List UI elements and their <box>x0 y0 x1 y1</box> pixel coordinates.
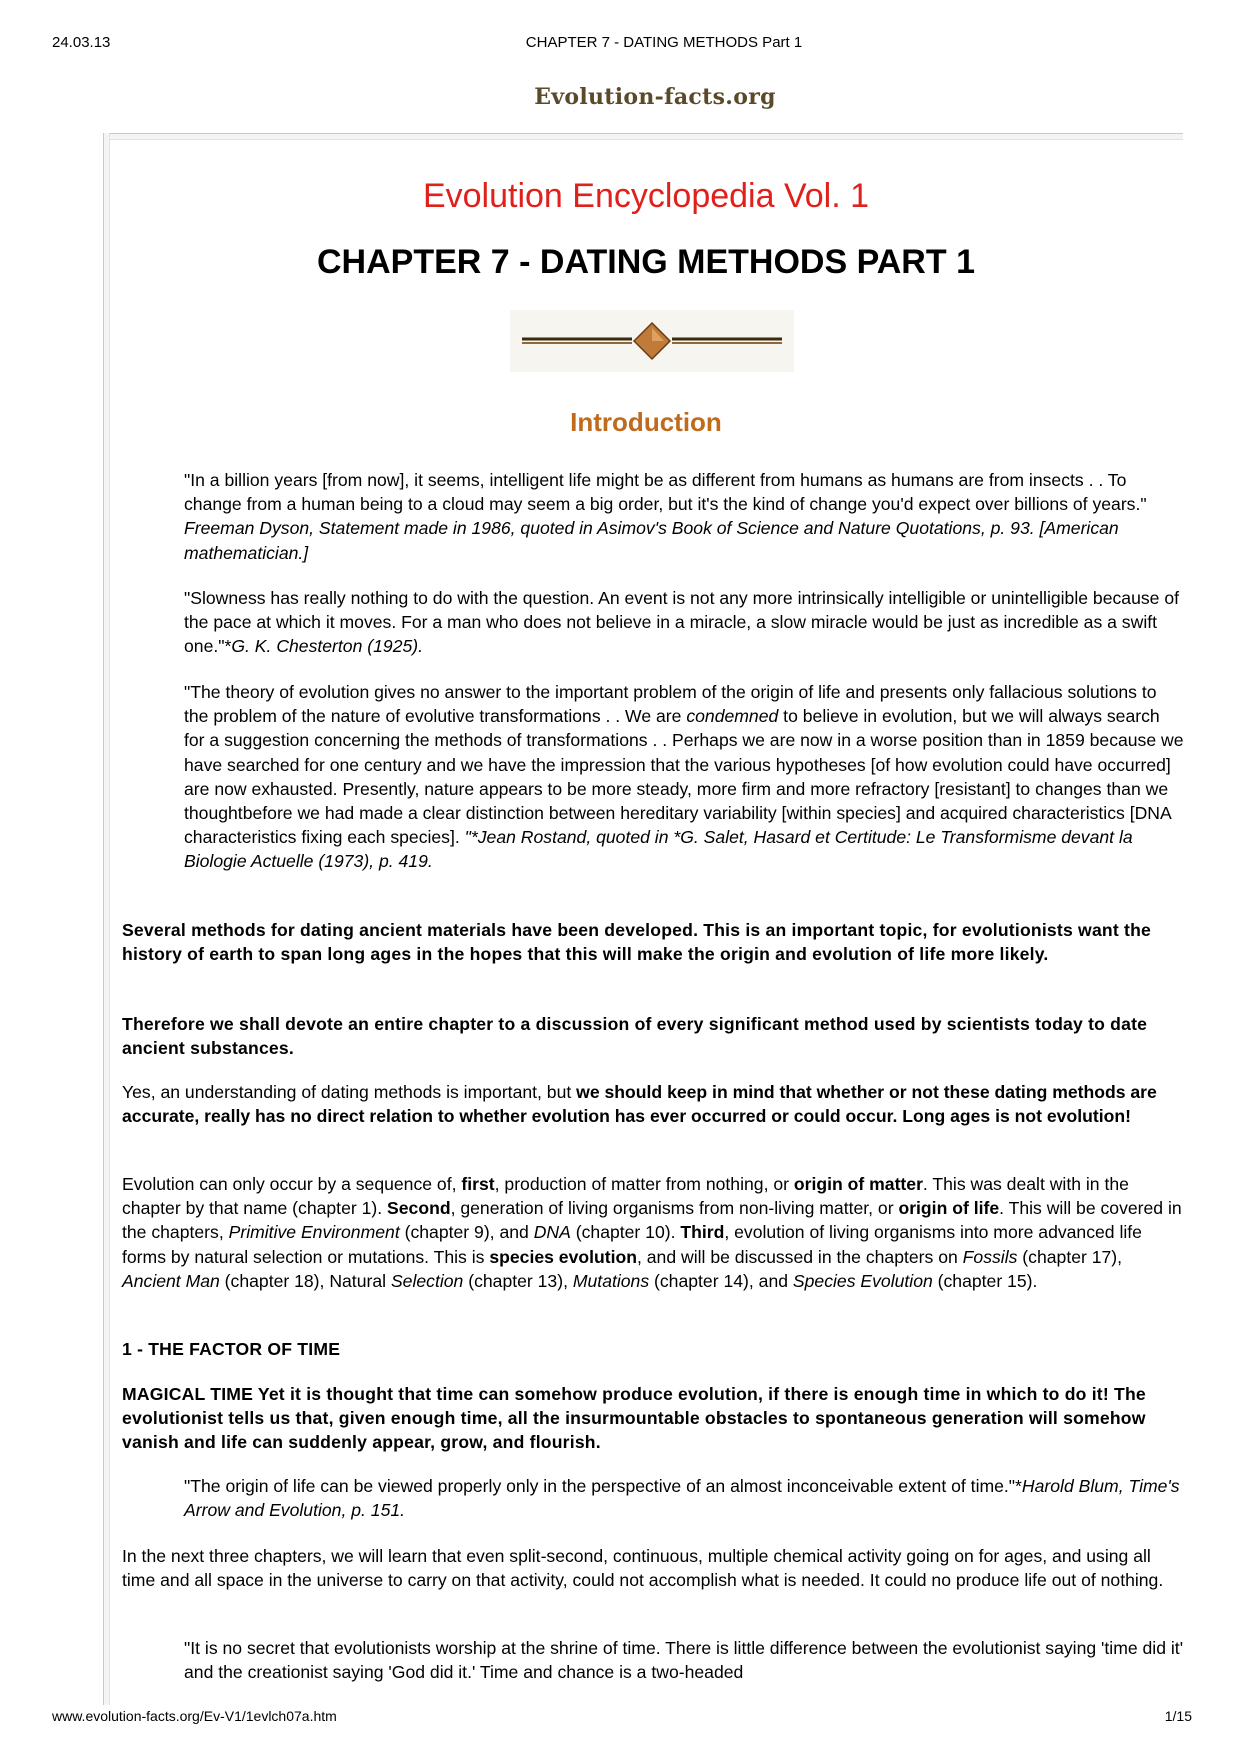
chapter-reference: Selection <box>390 1270 464 1291</box>
chapter-reference: Fossils <box>962 1246 1018 1267</box>
paragraph-devote: Therefore we shall devote an entire chapter to a discussion of every significant method used by scientists today to date ancient substances. <box>122 1014 1148 1059</box>
chapter-title: CHAPTER 7 - DATING METHODS PART 1 <box>317 243 975 281</box>
quote-citation: Freeman Dyson, Statement made in 1986, quoted in Asimov's Book of Science and Nature Quotations, p. 93. [American mathematician.] <box>184 518 1119 563</box>
quote-text: to believe in evolution, but we will always search for a suggestion concerning the methods of transformations . . Perhaps we are now in a worse position than in 1859 because we have searched for one century and we have the impression that the various hypotheses [of how evolution could have occurred] are now exhausted. Presently, nature appears to be more steady, more firm and more refractory [resistant] to changes than we thoughtbefore we had made a clear distinction between hereditary variability [within species] and acquired characteristics [DNA characteristics fixing each species]. <box>184 706 1184 848</box>
quote-citation: "*Jean Rostand, quoted in *G. Salet, Hasard et Certitude: Le Transformisme devant la Biologie Actuelle (1973), p. 419. <box>184 827 1133 872</box>
quote-chesterton <box>184 586 1184 659</box>
paragraph-next-chapters: In the next three chapters, we will learn that even split-second, continuous, multiple chemical activity going on for ages, and using all time and all space in the universe to carry on that activity, could not accomplish what is needed. It could no produce life out of nothing. <box>122 1546 1164 1591</box>
paragraph-emphasis: origin of matter <box>793 1174 923 1194</box>
content-frame-left <box>103 133 110 1705</box>
quote-dyson <box>184 468 1184 565</box>
chapter-reference: Primitive Environment <box>228 1222 400 1243</box>
paragraph-understanding <box>122 1080 1184 1128</box>
chapter-reference: DNA <box>533 1222 571 1243</box>
paragraph-emphasis: origin of life <box>898 1198 1000 1219</box>
paragraph-sequence <box>122 1172 1184 1293</box>
page-number: 1/15 <box>1164 1708 1192 1724</box>
section-heading-time: 1 - THE FACTOR OF TIME <box>122 1339 341 1359</box>
print-header <box>52 34 1192 54</box>
paragraph-text: . This was dealt with in the chapter by that name (chapter 1). <box>122 1174 1129 1219</box>
paragraph-emphasis: we should keep in mind that whether or not these dating methods are accurate, really has no direct relation to whether evolution has ever occurred or could occur. Long ages is not evolution! <box>122 1082 1157 1127</box>
paragraph-text: , generation of living organisms from non-living matter, or <box>450 1198 899 1219</box>
paragraph-emphasis: Second <box>387 1198 451 1219</box>
quote-text: "In a billion years [from now], it seems, intelligent life might be as different from humans as humans are from insects . . To change from a human being to a cloud may seem a big order, but it's the kind of change you'd expect over billions of years." <box>184 470 1147 515</box>
site-logo[interactable]: Evolution-facts.org <box>534 84 776 110</box>
paragraph-text: . This will be covered in the chapters, <box>122 1198 1182 1243</box>
paragraph-emphasis: Third <box>680 1222 725 1243</box>
quote-text: "Slowness has really nothing to do with the question. An event is not any more intrinsically intelligible or unintelligible because of the pace at which it moves. For a man who does not believe in a miracle, a slow miracle would be just as incredible as a swift one."* <box>184 588 1180 657</box>
paragraph-methods: Several methods for dating ancient materials have been developed. This is an important topic, for evolutionists want the history of earth to span long ages in the hopes that this will make the origin and evolution of life more likely. <box>122 920 1152 965</box>
paragraph-emphasis: species evolution <box>489 1246 637 1267</box>
page-title: Evolution Encyclopedia Vol. 1 <box>422 177 870 215</box>
quote-emphasis: condemned <box>686 706 779 727</box>
chapter-reference: Ancient Man <box>122 1270 220 1291</box>
chapter-reference: Mutations <box>572 1270 650 1291</box>
paragraph-text: (chapter 13), <box>463 1270 573 1291</box>
content-frame-top <box>103 133 1183 140</box>
quote-shrine-of-time: "It is no secret that evolutionists worship at the shrine of time. There is little difference between the evolutionist saying 'time did it' and the creationist saying 'God did it.' Time and chance is a two-headed <box>184 1638 1184 1683</box>
quote-citation: Harold Blum, Time's Arrow and Evolution, p. 151. <box>184 1476 1180 1521</box>
paragraph-text: , production of matter from nothing, or <box>494 1174 794 1194</box>
paragraph-text: (chapter 15). <box>932 1270 1038 1291</box>
paragraph-text: (chapter 10). <box>570 1222 681 1243</box>
quote-rostand <box>184 680 1184 874</box>
paragraph-text: (chapter 9), and <box>399 1222 534 1243</box>
paragraph-emphasis: first <box>461 1174 495 1194</box>
paragraph-text: , evolution of living organisms into more advanced life forms by natural selection or mutations. This is <box>122 1222 1142 1267</box>
paragraph-magical-time: MAGICAL TIME Yet it is thought that time can somehow produce evolution, if there is enough time in which to do it! The evolutionist tells us that, given enough time, all the insurmountable obstacles to spontaneous generation will somehow vanish and life can suddenly appear, grow, and flourish. <box>122 1384 1146 1453</box>
quote-blum <box>184 1474 1184 1522</box>
ornament-divider-icon <box>510 310 794 372</box>
paragraph-text: (chapter 14), and <box>649 1270 793 1291</box>
paragraph-text: (chapter 18), Natural <box>219 1270 391 1291</box>
quote-citation: G. K. Chesterton (1925). <box>231 636 424 657</box>
print-title: CHAPTER 7 - DATING METHODS Part 1 <box>525 34 803 51</box>
page-url: www.evolution-facts.org/Ev-V1/1evlch07a.htm <box>52 1708 337 1724</box>
chapter-reference: Species Evolution <box>792 1270 933 1291</box>
print-date: 24.03.13 <box>52 34 111 51</box>
quote-text: "The theory of evolution gives no answer to the important problem of the origin of life and presents only fallacious solutions to the problem of the nature of evolutive transformations . . We are <box>184 682 1157 727</box>
paragraph-text: , and will be discussed in the chapters on <box>636 1246 963 1267</box>
paragraph-text: (chapter 17), <box>1017 1246 1123 1267</box>
section-title: Introduction <box>570 407 722 437</box>
quote-text: "The origin of life can be viewed properly only in the perspective of an almost inconceivable extent of time."* <box>184 1476 1022 1496</box>
paragraph-text: Evolution can only occur by a sequence of, <box>122 1174 462 1194</box>
paragraph-text: Yes, an understanding of dating methods is important, but <box>122 1082 577 1102</box>
